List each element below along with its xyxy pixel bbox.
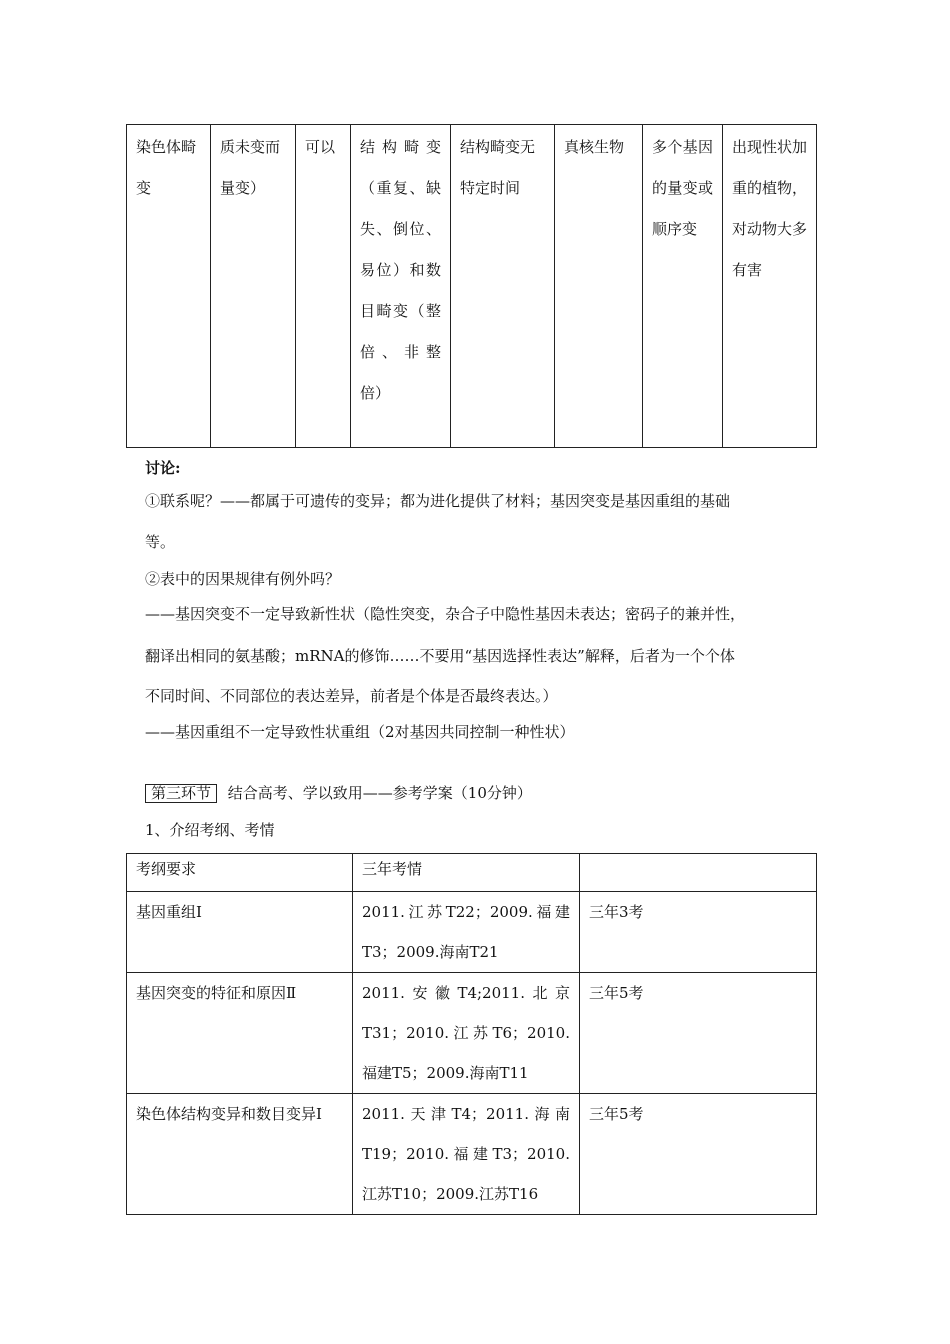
- table-row: [127, 1094, 817, 1215]
- discussion-a3: ——基因重组不一定导致性状重组（2对基因共同控制一种性状）: [145, 723, 575, 741]
- discussion-q1-line1: ①联系呢？——都属于可遗传的变异；都为进化提供了材料；基因突变是基因重组的基础: [145, 492, 731, 510]
- exams-cell: 2011.安徽T4;2011.北京T31；2010.江苏T6；2010.福建T5；2009.海南T11: [353, 973, 580, 1094]
- table-row: [127, 973, 817, 1094]
- table-cell: 真核生物: [555, 125, 643, 448]
- discussion-a2-line3: 不同时间、不同部位的表达差异，前者是个体是否最终表达。）: [145, 687, 558, 705]
- table-cell: 可以: [296, 125, 351, 448]
- table-row: [127, 892, 817, 973]
- exam-info-table: [126, 853, 817, 1215]
- table-cell: 结构畸变无特定时间: [451, 125, 555, 448]
- table-cell: 染色体畸变: [127, 125, 211, 448]
- discussion-heading: 讨论:: [145, 459, 181, 477]
- section-title: 结合高考、学以致用——参考学案（10分钟）: [227, 784, 532, 802]
- req-cell: 基因突变的特征和原因Ⅱ: [127, 973, 353, 1094]
- req-cell: 基因重组Ⅰ: [127, 892, 353, 973]
- table-cell: 质未变而量变）: [211, 125, 296, 448]
- table-cell: 出现性状加重的植物，对动物大多有害: [723, 125, 817, 448]
- section-tag: 第三环节: [145, 784, 217, 803]
- discussion-a2-line1: ——基因突变不一定导致新性状（隐性突变，杂合子中隐性基因未表达；密码子的兼并性，: [145, 605, 746, 623]
- exams-cell: 2011.天津T4；2011.海南T19；2010.福建T3；2010.江苏T10；2009.江苏T16: [353, 1094, 580, 1215]
- header-cell: 三年考情: [353, 854, 580, 892]
- discussion-q2: ②表中的因果规律有例外吗？: [145, 570, 341, 588]
- discussion-q1-line2: 等。: [145, 533, 176, 551]
- table-cell: 多个基因的量变或顺序变: [643, 125, 723, 448]
- table-header-row: [127, 854, 817, 892]
- header-cell: 考纲要求: [127, 854, 353, 892]
- count-cell: 三年3考: [580, 892, 817, 973]
- header-cell: [580, 854, 817, 892]
- table-row: [127, 125, 817, 448]
- count-cell: 三年5考: [580, 973, 817, 1094]
- section3-heading: [145, 783, 532, 803]
- section-subtitle: 1、介绍考纲、考情: [145, 821, 275, 839]
- discussion-a2-line2: 翻译出相同的氨基酸；mRNA的修饰……不要用“基因选择性表达”解释，后者为一个个体: [145, 647, 735, 665]
- count-cell: 三年5考: [580, 1094, 817, 1215]
- table-cell: 结构畸变（重复、缺失、倒位、易位）和数目畸变（整倍、非整倍）: [351, 125, 451, 448]
- req-cell: 染色体结构变异和数目变异Ⅰ: [127, 1094, 353, 1215]
- variation-comparison-table: [126, 124, 817, 448]
- exams-cell: 2011.江苏T22；2009.福建T3；2009.海南T21: [353, 892, 580, 973]
